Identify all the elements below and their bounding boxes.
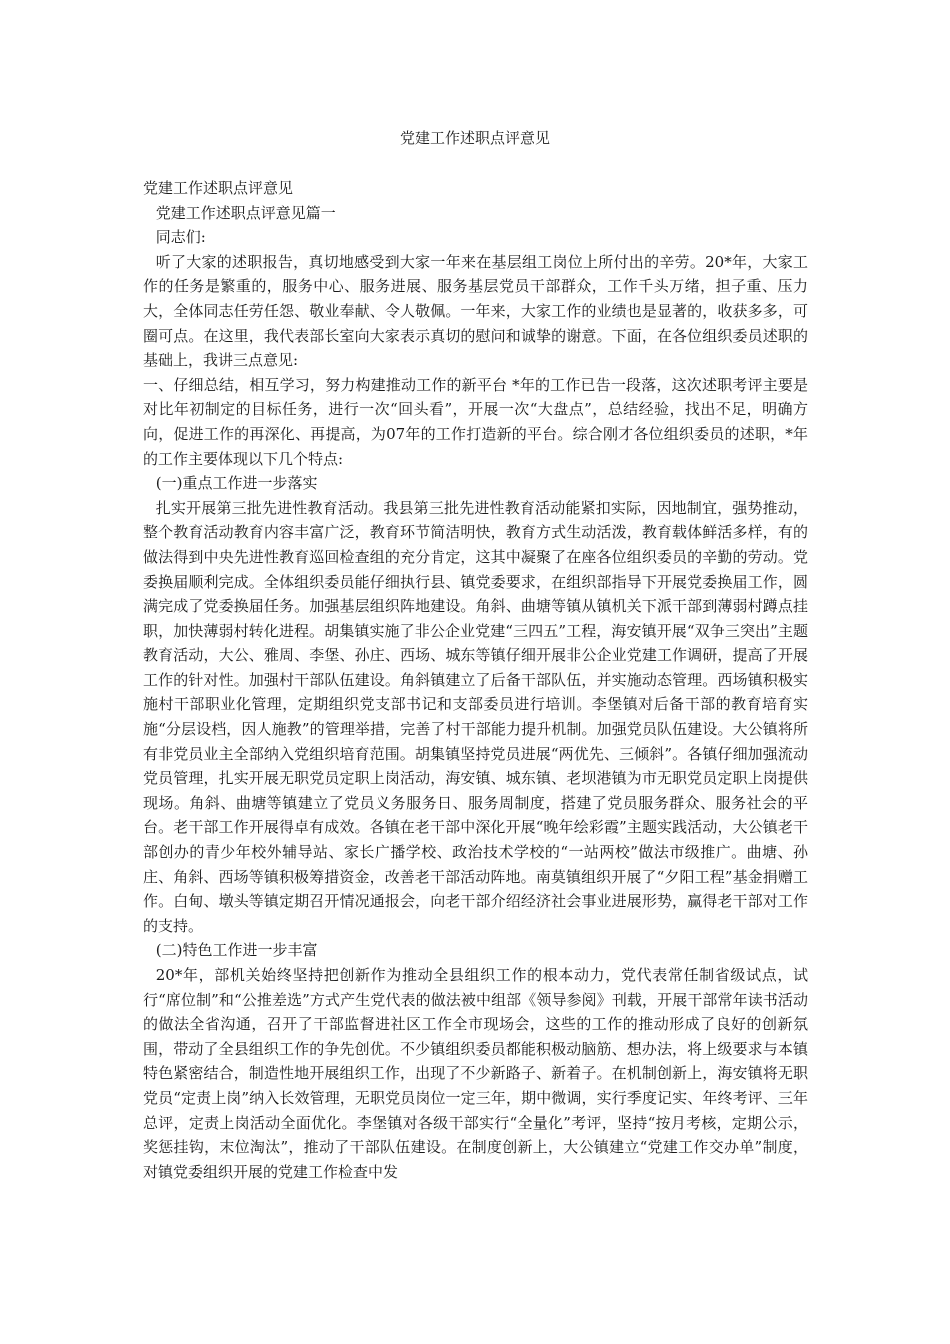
document-body [143,176,808,1184]
paragraph-body-two: 20*年，部机关始终坚持把创新作为推动全县组织工作的根本动力，党代表常任制省级试点，试行“席位制”和“公推差选”方式产生党代表的做法被中组部《领导参阅》刊载，开展干部常年读书活动的做法全省沟通，召开了干部监督进社区工作全市现场会，这些的工作的推动形成了良好的创新氛围，带动了全县组织工作的争先创优。不少镇组织委员都能积极动脑筋、想办法，将上级要求与本镇特色紧密结合，制造性地开展组织工作，出现了不少新路子、新着子。在机制创新上，海安镇将无职党员“定责上岗”纳入长效管理，无职党员岗位一定三年，期中微调，实行季度记实、年终考评、三年总评，定责上岗活动全面优化。李堡镇对各级干部实行“全量化”考评，坚持“按月考核，定期公示，奖惩挂钩，末位淘汰”，推动了干部队伍建设。在制度创新上，大公镇建立“党建工作交办单”制度，对镇党委组织开展的党建工作检查中发 [143,966,808,1181]
paragraph-intro: 听了大家的述职报告，真切地感受到大家一年来在基层组工岗位上所付出的辛劳。20*年，大家工作的任务是繁重的，服务中心、服务进展、服务基层党员干部群众，工作千头万绪，担子重、压力大，全体同志任劳任怨、敬业奉献、令人敬佩。一年来，大家工作的业绩也是显著的，收获多多，可圈可点。在这里，我代表部长室向大家表示真切的慰问和诚挚的谢意。下面，在各位组织委员述职的基础上，我讲三点意见: [143,252,808,370]
document-title: 党建工作述职点评意见 [399,129,550,147]
paragraph-subsection-one: (一)重点工作进一步落实 [155,474,318,493]
paragraph-subheading: 党建工作述职点评意见篇一 [155,203,336,222]
paragraph-subsection-two: (二)特色工作进一步丰富 [155,941,318,960]
paragraph-section-one: 一、仔细总结，相互学习，努力构建推动工作的新平台 *年的工作已告一段落，这次述职考评主要是对比年初制定的目标任务，进行一次“回头看”，开展一次“大盘点”，总结经验，找出不足，明确方向，促进工作的再深化、再提高，为07年的工作打造新的平台。综合刚才各位组织委员的述职，*年的工作主要体现以下几个特点: [143,375,808,468]
paragraph-heading: 党建工作述职点评意见 [143,179,294,197]
paragraph-body-one: 扎实开展第三批先进性教育活动。我县第三批先进性教育活动能紧扣实际，因地制宜，强势推动，整个教育活动教育内容丰富广泛，教育环节简洁明快，教育方式生动活泼，教育载体鲜活多样，有的做法得到中央先进性教育巡回检查组的充分肯定，这其中凝聚了在座各位组织委员的辛勤的劳动。党委换届顺利完成。全体组织委员能仔细执行县、镇党委要求，在组织部指导下开展党委换届工作，圆满完成了党委换届任务。加强基层组织阵地建设。角斜、曲塘等镇从镇机关下派干部到薄弱村蹲点挂职，加快薄弱村转化进程。胡集镇实施了非公企业党建“三四五”工程，海安镇开展“双争三突出”主题教育活动，大公、雅周、李堡、孙庄、西场、城东等镇仔细开展非公企业党建工作调研，提高了开展工作的针对性。加强村干部队伍建设。角斜镇建立了后备干部队伍，并实施动态管理。西场镇积极实施村干部职业化管理，定期组织党支部书记和支部委员进行培训。李堡镇对后备干部的教育培育实施“分层设档，因人施教”的管理举措，完善了村干部能力提升机制。加强党员队伍建设。大公镇将所有非党员业主全部纳入党组织培育范围。胡集镇坚持党员进展“两优先、三倾斜”。各镇仔细加强流动党员管理，扎实开展无职党员定职上岗活动，海安镇、城东镇、老坝港镇为市无职党员定职上岗提供现场。角斜、曲塘等镇建立了党员义务服务日、服务周制度，搭建了党员服务群众、服务社会的平台。老干部工作开展得卓有成效。各镇在老干部中深化开展“晚年绘彩霞”主题实践活动，大公镇老干部创办的青少年校外辅导站、家长广播学校、政治技术学校的“一站两校”做法市级推广。曲塘、孙庄、角斜、西场等镇积极筹措资金，改善老干部活动阵地。南莫镇组织开展了“夕阳工程”基金捐赠工作。白甸、墩头等镇定期召开情况通报会，向老干部介绍经济社会事业进展形势，赢得老干部对工作的支持。 [143,498,808,935]
paragraph-salutation: 同志们: [155,228,206,247]
